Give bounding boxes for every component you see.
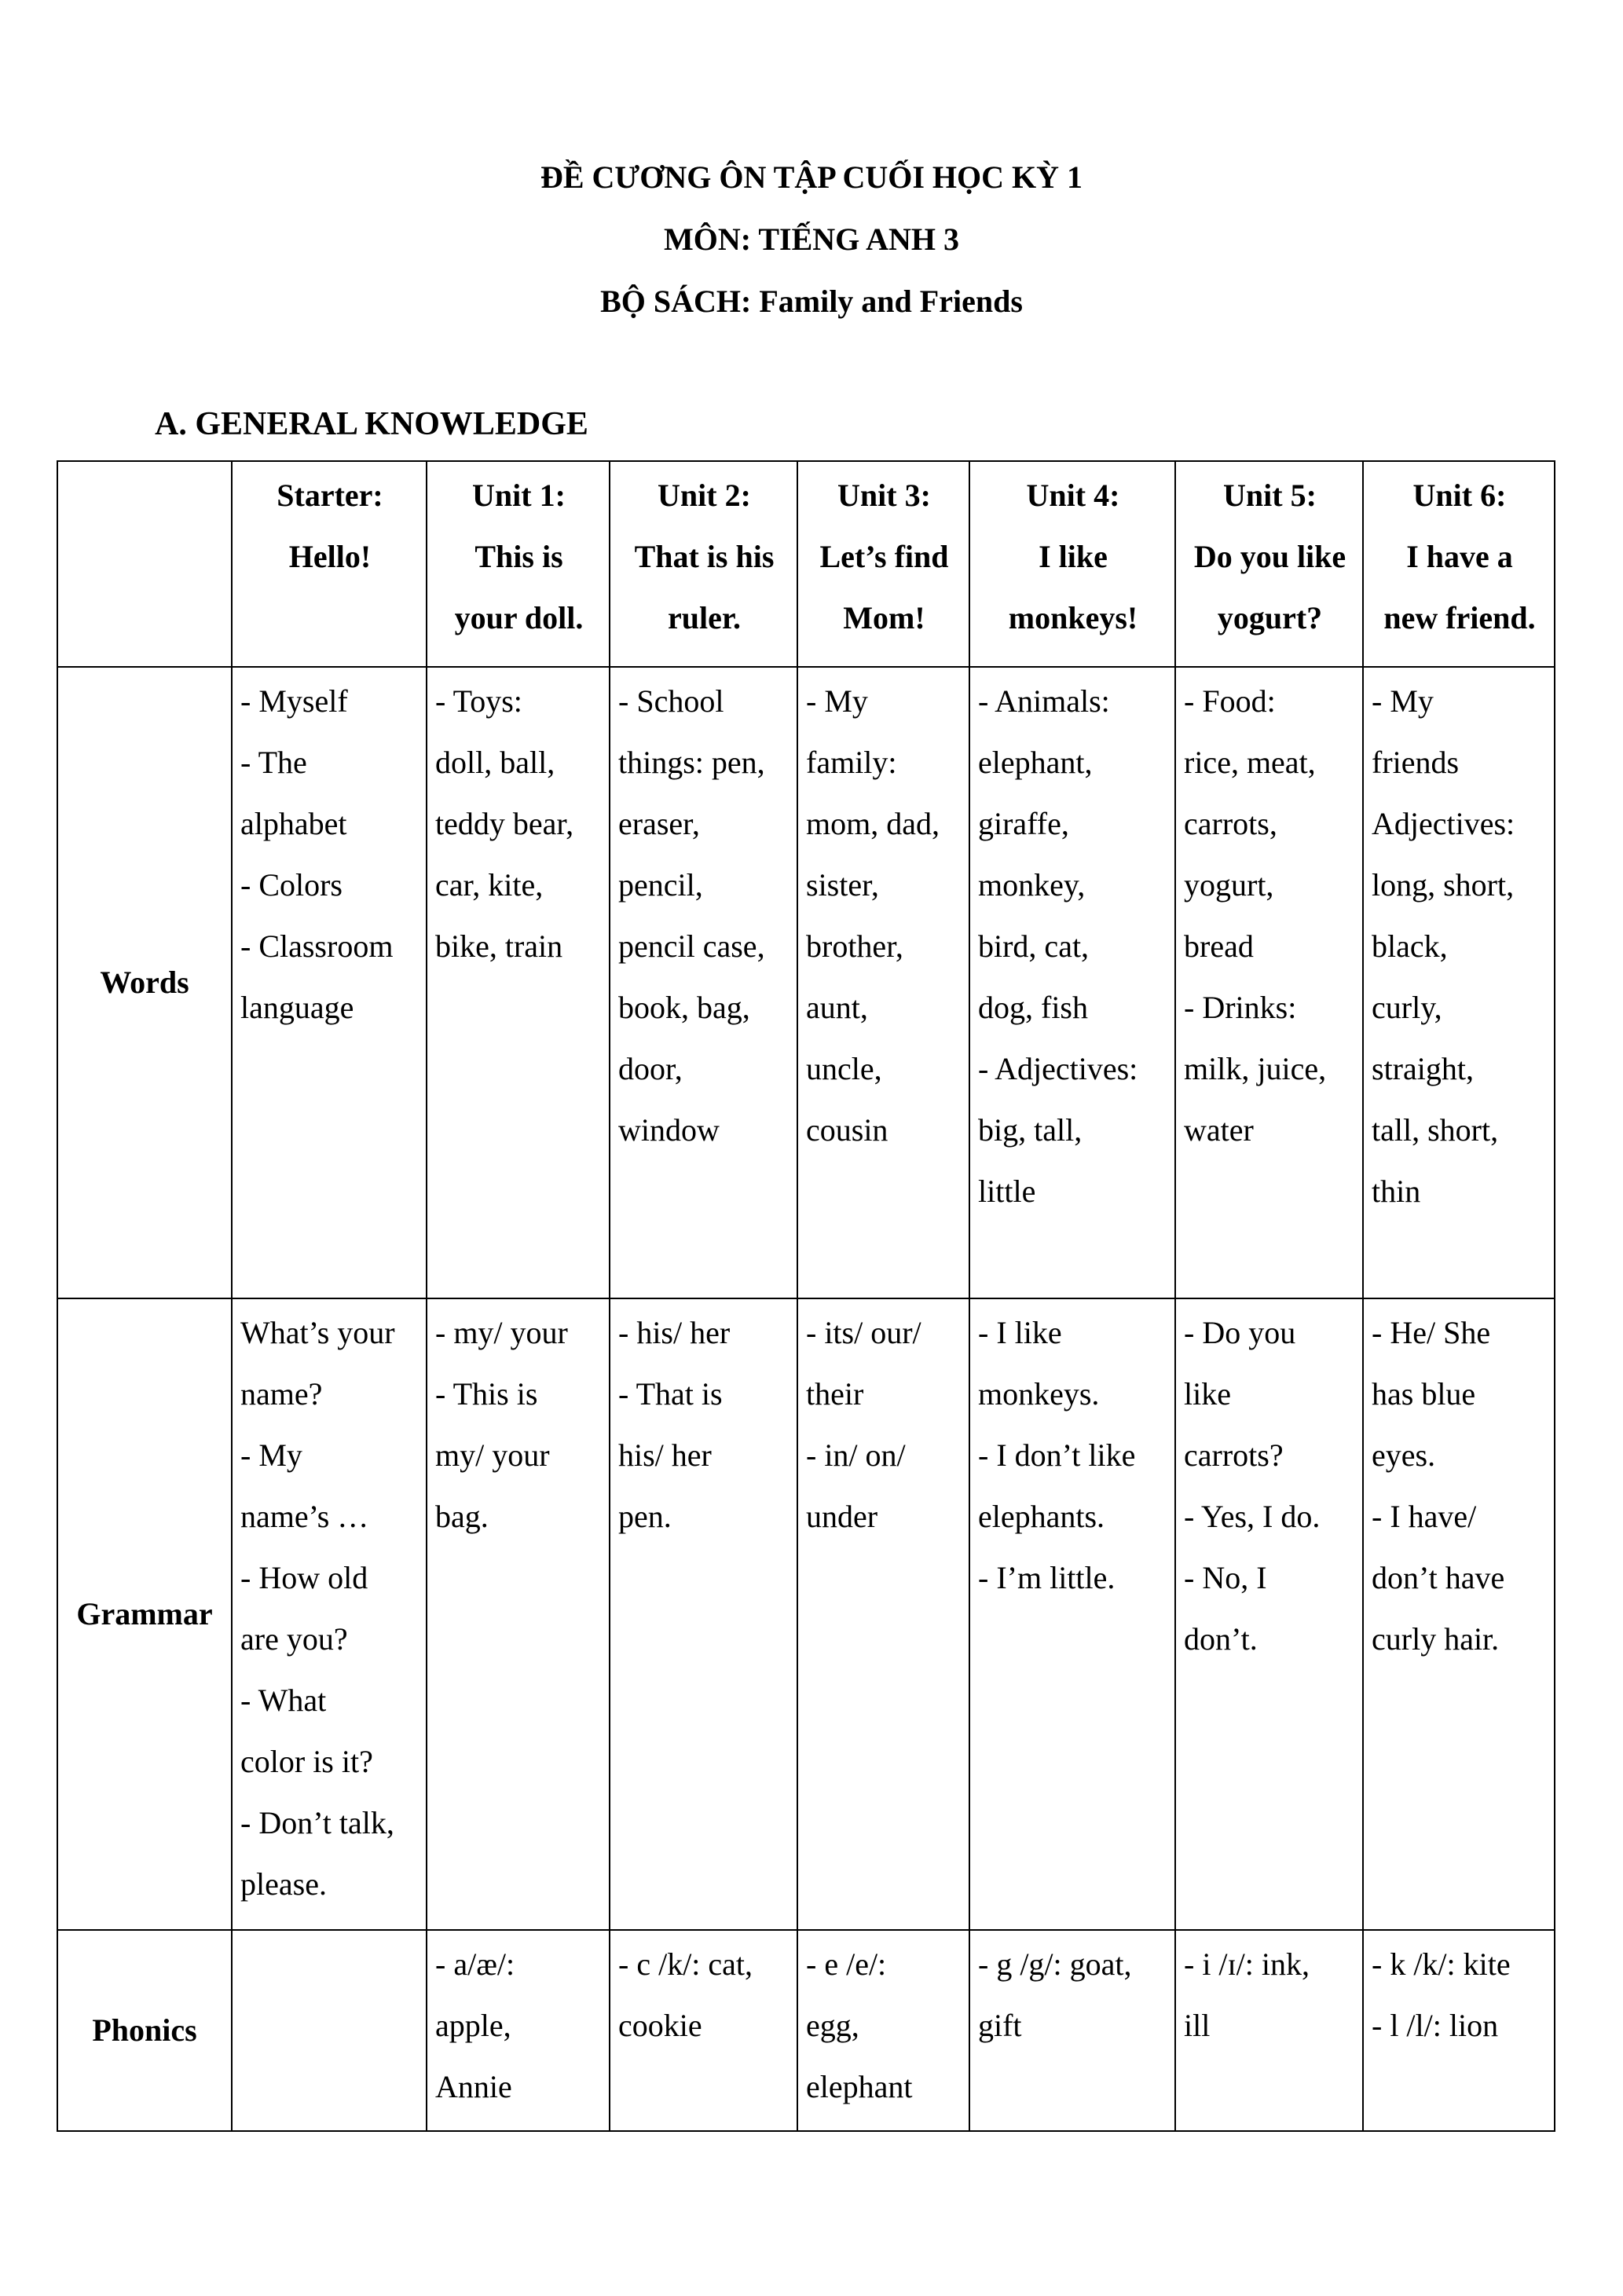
cell-line: - Toys: <box>435 683 522 719</box>
column-header <box>232 461 427 667</box>
cell-line: giraffe, <box>978 806 1069 841</box>
cell-line: - my/ your <box>435 1315 568 1350</box>
column-header <box>969 461 1175 667</box>
cell-line: elephants. <box>978 1499 1105 1534</box>
general-knowledge-table <box>57 460 1555 2132</box>
cell-line: Adjectives: <box>1372 806 1515 841</box>
cell-line: thin <box>1372 1174 1421 1209</box>
cell-line: - Drinks: <box>1184 990 1297 1025</box>
cell-line: - He/ She <box>1372 1315 1491 1350</box>
column-header-line: Unit 6: <box>1412 478 1507 513</box>
document-book: BỘ SÁCH: Family and Friends <box>600 284 1023 319</box>
document-subject: MÔN: TIẾNG ANH 3 <box>664 222 959 257</box>
column-header-line: Do you like <box>1193 539 1346 574</box>
table-cell <box>969 667 1175 1298</box>
cell-line: - My <box>1372 683 1434 719</box>
table-cell <box>1363 1930 1555 2131</box>
cell-line: big, tall, <box>978 1112 1083 1148</box>
cell-line: book, bag, <box>618 990 750 1025</box>
cell-line: long, short, <box>1372 867 1515 903</box>
table-cell <box>797 1930 969 2131</box>
cell-line: bread <box>1184 928 1254 964</box>
cell-line: like <box>1184 1376 1231 1412</box>
cell-line: - My <box>806 683 868 719</box>
cell-line: little <box>978 1174 1036 1209</box>
column-header-line: Unit 5: <box>1223 478 1317 513</box>
cell-line: don’t. <box>1184 1621 1258 1657</box>
cell-line: - The <box>240 745 307 780</box>
cell-line: are you? <box>240 1621 348 1657</box>
row-label: Words <box>57 667 232 1298</box>
cell-line: - I have/ <box>1372 1499 1477 1534</box>
column-header-line: I like <box>1039 539 1108 574</box>
row-label: Phonics <box>57 1930 232 2131</box>
cell-line: rice, meat, <box>1184 745 1316 780</box>
cell-line: uncle, <box>806 1051 882 1086</box>
table-cell <box>610 1930 797 2131</box>
table-cell <box>1363 667 1555 1298</box>
cell-line: his/ her <box>618 1437 712 1473</box>
table-cell <box>1175 667 1363 1298</box>
column-header-line: That is his <box>634 539 775 574</box>
cell-line: Annie <box>435 2069 512 2104</box>
cell-line: - No, I <box>1184 1560 1267 1595</box>
cell-line: has blue <box>1372 1376 1476 1412</box>
cell-line: eyes. <box>1372 1437 1436 1473</box>
table-row <box>57 667 1555 1298</box>
document-header <box>0 146 1623 332</box>
cell-line: water <box>1184 1112 1254 1148</box>
table-cell <box>427 667 610 1298</box>
cell-line: apple, <box>435 2008 511 2043</box>
cell-line: - its/ our/ <box>806 1315 921 1350</box>
cell-line: curly hair. <box>1372 1621 1500 1657</box>
column-header-line: your doll. <box>454 600 584 635</box>
cell-line: monkey, <box>978 867 1086 903</box>
cell-line: - What <box>240 1683 327 1718</box>
cell-line: - I don’t like <box>978 1437 1136 1473</box>
column-header <box>797 461 969 667</box>
cell-line: cousin <box>806 1112 888 1148</box>
cell-line: color is it? <box>240 1744 373 1779</box>
column-header <box>427 461 610 667</box>
document-title: ĐỀ CƯƠNG ÔN TẬP CUỐI HỌC KỲ 1 <box>540 159 1083 195</box>
cell-line: - Animals: <box>978 683 1110 719</box>
cell-line: - g /g/: goat, <box>978 1946 1132 1982</box>
cell-line: - Myself <box>240 683 348 719</box>
cell-line: yogurt, <box>1184 867 1274 903</box>
cell-line: curly, <box>1372 990 1442 1025</box>
cell-line: - i /ɪ/: ink, <box>1184 1946 1310 1982</box>
corner-cell <box>57 461 232 667</box>
cell-line: - e /e/: <box>806 1946 887 1982</box>
table-cell <box>232 667 427 1298</box>
cell-line: bag. <box>435 1499 489 1534</box>
cell-line: egg, <box>806 2008 859 2043</box>
table-row <box>57 1298 1555 1930</box>
cell-line: car, kite, <box>435 867 544 903</box>
cell-line: my/ your <box>435 1437 550 1473</box>
table-cell <box>1363 1298 1555 1930</box>
cell-line: straight, <box>1372 1051 1474 1086</box>
table-cell <box>969 1298 1175 1930</box>
cell-line: elephant, <box>978 745 1093 780</box>
column-header-line: Starter: <box>277 478 383 513</box>
section-heading: A. GENERAL KNOWLEDGE <box>155 406 588 442</box>
cell-line: - Don’t talk, <box>240 1805 394 1840</box>
cell-line: - Classroom <box>240 928 394 964</box>
cell-line: carrots, <box>1184 806 1277 841</box>
cell-line: monkeys. <box>978 1376 1100 1412</box>
cell-line: - School <box>618 683 724 719</box>
column-header-line: Mom! <box>843 600 925 635</box>
cell-line: - Food: <box>1184 683 1276 719</box>
cell-line: alphabet <box>240 806 347 841</box>
cell-line: family: <box>806 745 897 780</box>
cell-line: please. <box>240 1866 327 1902</box>
table-cell <box>427 1930 610 2131</box>
cell-line: - My <box>240 1437 302 1473</box>
table-cell <box>969 1930 1175 2131</box>
cell-line: tall, short, <box>1372 1112 1499 1148</box>
cell-line: under <box>806 1499 878 1534</box>
cell-line: - a/æ/: <box>435 1946 515 1982</box>
cell-line: - k /k/: kite <box>1372 1946 1511 1982</box>
column-header-line: Unit 1: <box>472 478 566 513</box>
cell-line: sister, <box>806 867 879 903</box>
column-header <box>1175 461 1363 667</box>
cell-line: - Yes, I do. <box>1184 1499 1321 1534</box>
cell-line: carrots? <box>1184 1437 1284 1473</box>
cell-line: dog, fish <box>978 990 1088 1025</box>
cell-line: - How old <box>240 1560 368 1595</box>
cell-line: pencil case, <box>618 928 765 964</box>
cell-line: black, <box>1372 928 1448 964</box>
table-cell <box>797 667 969 1298</box>
cell-line: - c /k/: cat, <box>618 1946 753 1982</box>
cell-line: elephant <box>806 2069 913 2104</box>
cell-line: brother, <box>806 928 903 964</box>
cell-line: name’s … <box>240 1499 369 1534</box>
table-cell <box>1175 1298 1363 1930</box>
cell-line: don’t have <box>1372 1560 1505 1595</box>
cell-line: pen. <box>618 1499 672 1534</box>
column-header <box>610 461 797 667</box>
column-header-line: Let’s find <box>819 539 949 574</box>
cell-line: - I’m little. <box>978 1560 1116 1595</box>
table-cell <box>610 667 797 1298</box>
table-cell <box>797 1298 969 1930</box>
column-header-line: new friend. <box>1383 600 1536 635</box>
column-header-line: Unit 3: <box>837 478 931 513</box>
cell-line: doll, ball, <box>435 745 555 780</box>
cell-line: their <box>806 1376 864 1412</box>
column-header-line: yogurt? <box>1217 600 1323 635</box>
column-header-line: This is <box>474 539 563 574</box>
table-cell <box>1175 1930 1363 2131</box>
cell-line: - l /l/: lion <box>1372 2008 1499 2043</box>
table-cell <box>232 1930 427 2131</box>
cell-line: teddy bear, <box>435 806 574 841</box>
cell-line: aunt, <box>806 990 868 1025</box>
column-header-line: Unit 2: <box>658 478 751 513</box>
column-header-line: monkeys! <box>1008 600 1138 635</box>
table-cell <box>232 1298 427 1930</box>
cell-line: door, <box>618 1051 683 1086</box>
cell-line: - Colors <box>240 867 343 903</box>
cell-line: mom, dad, <box>806 806 940 841</box>
cell-line: - in/ on/ <box>806 1437 906 1473</box>
cell-line: - Do you <box>1184 1315 1296 1350</box>
cell-line: language <box>240 990 354 1025</box>
cell-line: name? <box>240 1376 323 1412</box>
table-cell <box>610 1298 797 1930</box>
cell-line: - I like <box>978 1315 1062 1350</box>
column-header-line: Unit 4: <box>1026 478 1120 513</box>
cell-line: eraser, <box>618 806 700 841</box>
cell-line: - That is <box>618 1376 723 1412</box>
row-label: Grammar <box>57 1298 232 1930</box>
cell-line: What’s your <box>240 1315 395 1350</box>
table-header-row <box>57 461 1555 667</box>
cell-line: - This is <box>435 1376 538 1412</box>
cell-line: friends <box>1372 745 1460 780</box>
cell-line: - his/ her <box>618 1315 731 1350</box>
cell-line: pencil, <box>618 867 703 903</box>
table-row <box>57 1930 1555 2131</box>
cell-line: window <box>618 1112 720 1148</box>
column-header <box>1363 461 1555 667</box>
column-header-line: I have a <box>1406 539 1513 574</box>
column-header-line: Hello! <box>288 539 372 574</box>
cell-line: gift <box>978 2008 1022 2043</box>
column-header-line: ruler. <box>668 600 741 635</box>
cell-line: - Adjectives: <box>978 1051 1138 1086</box>
cell-line: ill <box>1184 2008 1211 2043</box>
cell-line: milk, juice, <box>1184 1051 1327 1086</box>
cell-line: bike, train <box>435 928 563 964</box>
cell-line: bird, cat, <box>978 928 1090 964</box>
table-cell <box>427 1298 610 1930</box>
cell-line: things: pen, <box>618 745 765 780</box>
cell-line: cookie <box>618 2008 702 2043</box>
